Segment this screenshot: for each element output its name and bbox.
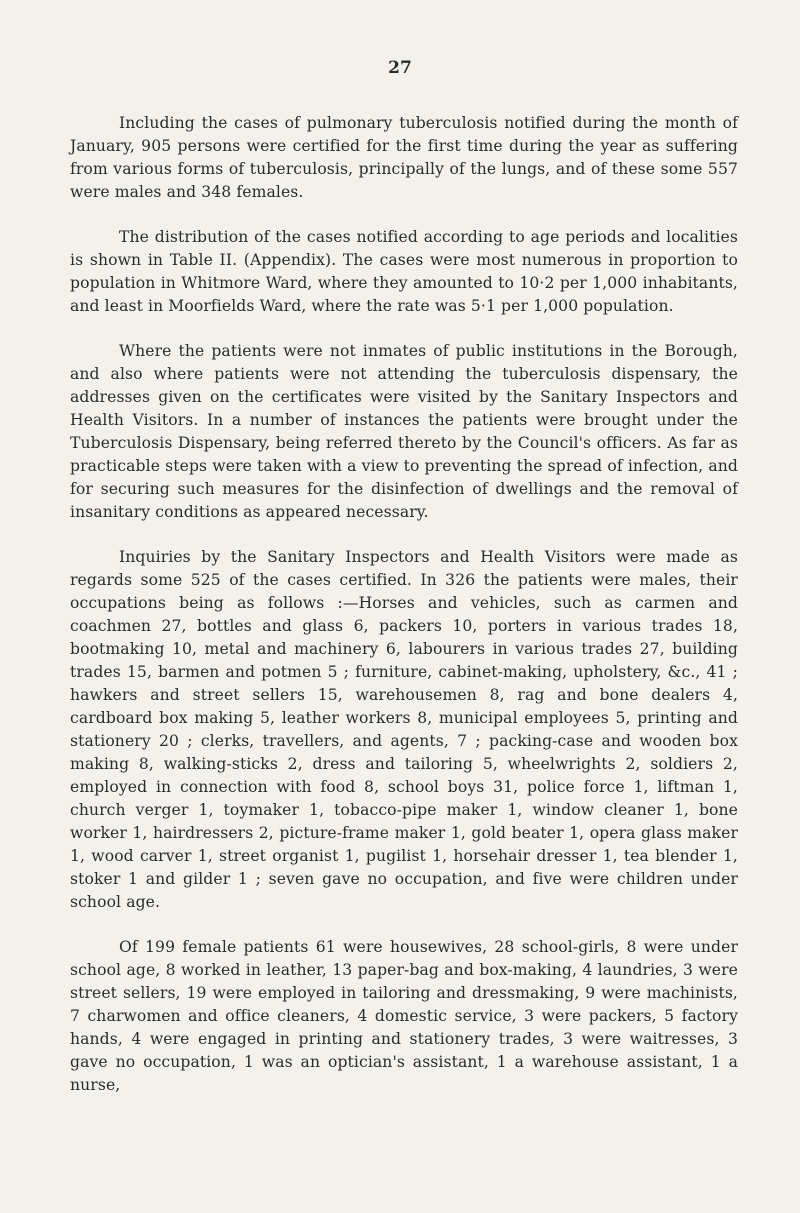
paragraph-visits-by-inspectors: Where the patients were not inmates of public institutions in the Borough, and also where patients were not attending the tuberculosis dispensary, the addresses given on the certificates were visited by the Sanitary Inspectors and Health Visitors. In a number of instances the patients were brought under the Tuberculosis Dispensary, being referred thereto by the Council's officers. As far as practicable steps were taken with a view to preventing the spread of infection, and for securing such measures for the disinfection of dwellings and the removal of insanitary conditions as appeared necessary. (70, 342, 738, 521)
page-number: 27 (388, 58, 412, 78)
paragraph-male-occupations: Inquiries by the Sanitary Inspectors and Health Visitors were made as regards some 525 of the cases certified. In 326 the patients were males, their occupations being as follows :—Horses and vehicles, such as carmen and coachmen 27, bottles and glass 6, packers 10, porters in various trades 18, bootmaking 10, metal and machinery 6, labourers in various trades 27, building trades 15, barmen and potmen 5 ; furniture, cabinet-making, upholstery, &c., 41 ; hawkers and street sellers 15, warehousemen 8, rag and bone dealers 4, cardboard box making 5, leather workers 8, municipal employees 5, printing and stationery 20 ; clerks, travellers, and agents, 7 ; packing-case and wooden box making 8, walking-sticks 2, dress and tailoring 5, wheelwrights 2, soldiers 2, employed in connection with food 8, school boys 31, police force 1, liftman 1, church verger 1, toymaker 1, tobacco-pipe maker 1, window cleaner 1, bone worker 1, hairdressers 2, picture-frame maker 1, gold beater 1, opera glass maker 1, wood carver 1, street organist 1, pugilist 1, horsehair dresser 1, tea blender 1, stoker 1 and gilder 1 ; seven gave no occupation, and five were children under school age. (70, 548, 738, 911)
paragraph-distribution-by-ward: The distribution of the cases notified according to age periods and localities is shown in Table II. (Appendix). The cases were most numerous in proportion to population in Whitmore Ward, where they amounted to 10·2 per 1,000 inhabitants, and least in Moorfields Ward, where the rate was 5·1 per 1,000 population. (70, 228, 738, 315)
paragraph-tuberculosis-cases: Including the cases of pulmonary tuberculosis notified during the month of January, 905 persons were certified for the first time during the year as suffering from various forms of tuberculosis, principally of the lungs, and of these some 557 were males and 348 females. (70, 114, 738, 201)
paragraph-female-occupations: Of 199 female patients 61 were housewives, 28 school-girls, 8 were under school age, 8 worked in leather, 13 paper-bag and box-making, 4 laundries, 3 were street sellers, 19 were employed in tailoring and dressmaking, 9 were machinists, 7 charwomen and office cleaners, 4 domestic service, 3 were packers, 5 factory hands, 4 were engaged in printing and stationery trades, 3 were waitresses, 3 gave no occupation, 1 was an optician's assistant, 1 a warehouse assistant, 1 a nurse, (70, 938, 738, 1094)
page-body (70, 112, 738, 1118)
